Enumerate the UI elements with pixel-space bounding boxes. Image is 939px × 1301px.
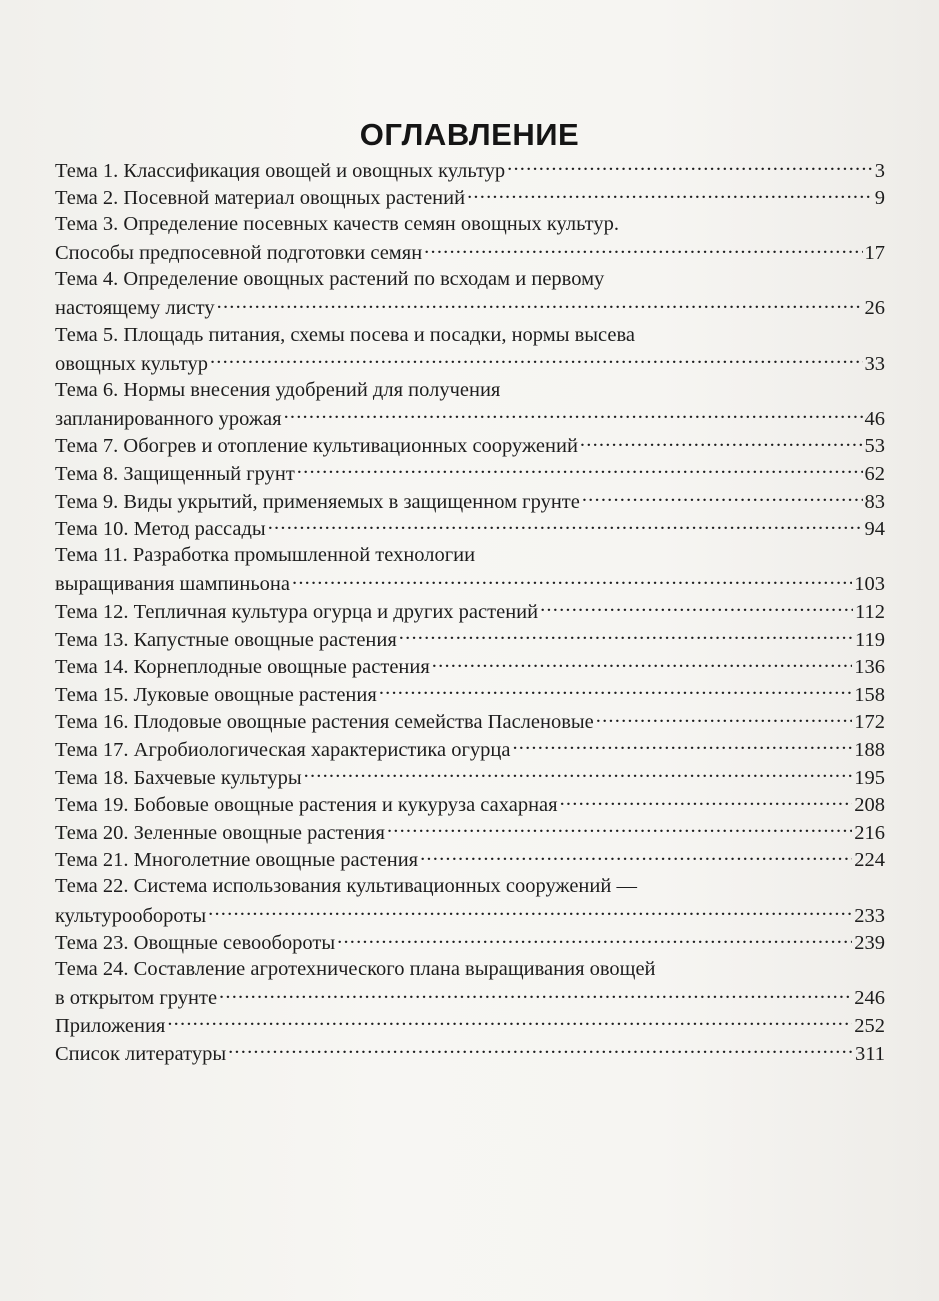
- toc-entry: [55, 211, 885, 266]
- toc-entry-last-line: [55, 156, 885, 184]
- toc-entry-last-line: [55, 763, 885, 791]
- toc-entry: [55, 487, 885, 515]
- toc-entry-line: [55, 542, 885, 570]
- toc-entry-title: Тема 20. Зеленные овощные растения: [55, 821, 385, 844]
- toc-page-number: 83: [864, 490, 885, 513]
- dot-leader: [217, 294, 863, 315]
- toc-page-number: 233: [854, 904, 885, 927]
- toc-entry: [55, 873, 885, 928]
- toc-entry-title: Тема 13. Капустные овощные растения: [55, 628, 397, 651]
- toc-page-number: 17: [864, 242, 885, 265]
- toc-entry-title: овощных культур: [55, 352, 208, 375]
- toc-page-number: 9: [874, 187, 885, 210]
- toc-entry-title: Тема 1. Классификация овощей и овощных культур: [55, 159, 506, 182]
- toc-entry-title: Тема 22. Система использования культивационных сооружений —: [55, 875, 637, 898]
- toc-page-number: 252: [854, 1014, 885, 1037]
- toc-entry: [55, 735, 885, 763]
- toc-entry-last-line: [55, 1039, 885, 1067]
- dot-leader: [379, 680, 852, 701]
- toc-entry: [55, 460, 885, 488]
- toc-page-number: 311: [855, 1042, 885, 1065]
- dot-leader: [596, 708, 852, 729]
- toc-page-number: 46: [864, 407, 885, 430]
- toc-entry-last-line: [55, 653, 885, 681]
- dot-leader: [167, 1011, 852, 1032]
- dot-leader: [399, 625, 853, 646]
- toc-entry-last-line: [55, 404, 885, 432]
- toc-entry: [55, 542, 885, 597]
- dot-leader: [208, 901, 852, 922]
- toc-entry-title: настоящему листу: [55, 297, 215, 320]
- toc-entry-title: Тема 6. Нормы внесения удобрений для получения: [55, 378, 501, 401]
- toc-page-number: 103: [854, 573, 885, 596]
- dot-leader: [304, 763, 853, 784]
- toc-entry-title: Тема 5. Площадь питания, схемы посева и посадки, нормы высева: [55, 323, 636, 346]
- toc-entry-title: Приложения: [55, 1014, 166, 1037]
- toc-entry-last-line: [55, 846, 885, 874]
- dot-leader: [540, 598, 853, 619]
- toc-entry-last-line: [55, 901, 885, 929]
- table-of-contents: [55, 156, 885, 1067]
- toc-entry-last-line: [55, 984, 885, 1012]
- toc-page-number: 195: [854, 766, 885, 789]
- toc-entry-title: Тема 12. Тепличная культура огурца и других растений: [55, 601, 539, 623]
- toc-entry: [55, 598, 885, 626]
- toc-entry-last-line: [55, 625, 885, 653]
- toc-page-number: 172: [854, 711, 885, 734]
- toc-page-number: 188: [854, 738, 885, 761]
- toc-entry-title: Тема 18. Бахчевые культуры: [55, 766, 302, 789]
- toc-entry-title: запланированного урожая: [55, 407, 282, 430]
- toc-entry-last-line: [55, 239, 885, 267]
- dot-leader: [432, 653, 852, 674]
- toc-entry-title: Тема 9. Виды укрытий, применяемых в защищенном грунте: [55, 490, 580, 513]
- toc-entry-last-line: [55, 1011, 885, 1039]
- dot-leader: [219, 984, 852, 1005]
- dot-leader: [580, 432, 863, 453]
- toc-page-number: 3: [874, 159, 885, 182]
- toc-entry-title: Тема 8. Защищенный грунт: [55, 463, 295, 486]
- toc-page-number: 62: [864, 463, 885, 486]
- dot-leader: [582, 487, 863, 508]
- toc-page-number: 158: [854, 683, 885, 706]
- toc-entry-title: Тема 11. Разработка промышленной технологии: [55, 544, 476, 567]
- dot-leader: [387, 818, 852, 839]
- toc-entry-last-line: [55, 680, 885, 708]
- toc-entry-last-line: [55, 432, 885, 460]
- toc-page-number: 26: [864, 297, 885, 320]
- toc-entry: [55, 680, 885, 708]
- toc-page-number: 239: [854, 932, 885, 955]
- toc-entry: [55, 184, 885, 212]
- toc-entry: [55, 763, 885, 791]
- toc-entry-line: [55, 377, 885, 405]
- toc-page-number: 112: [855, 601, 885, 623]
- toc-entry-title: Список литературы: [55, 1042, 227, 1065]
- toc-page-number: 224: [854, 849, 885, 872]
- toc-entry-title: Тема 2. Посевной материал овощных растений: [55, 187, 466, 210]
- toc-entry-last-line: [55, 184, 885, 212]
- toc-entry-title: Тема 3. Определение посевных качеств семян овощных культур.: [55, 213, 619, 236]
- toc-entry-line: [55, 211, 885, 239]
- toc-page-number: 208: [854, 794, 885, 817]
- toc-entry: [55, 653, 885, 681]
- page-title: ОГЛАВЛЕНИЕ: [359, 116, 580, 152]
- dot-leader: [268, 515, 863, 536]
- toc-entry-title: Тема 19. Бобовые овощные растения и кукуруза сахарная: [55, 794, 558, 817]
- toc-entry: [55, 266, 885, 321]
- toc-entry-last-line: [55, 708, 885, 736]
- toc-page-number: 119: [855, 628, 885, 651]
- dot-leader: [467, 184, 873, 205]
- toc-entry: [55, 708, 885, 736]
- dot-leader: [297, 460, 863, 481]
- toc-entry-last-line: [55, 570, 885, 598]
- toc-entry-last-line: [55, 598, 885, 626]
- toc-entry-title: Способы предпосевной подготовки семян: [55, 242, 423, 265]
- dot-leader: [560, 791, 853, 812]
- toc-page-number: 136: [854, 656, 885, 679]
- toc-entry: [55, 1039, 885, 1067]
- toc-entry-title: выращивания шампиньона: [55, 573, 290, 596]
- dot-leader: [424, 239, 862, 260]
- toc-entry-title: Тема 16. Плодовые овощные растения семейства Пасленовые: [55, 711, 594, 734]
- dot-leader: [292, 570, 852, 591]
- toc-entry-title: Тема 10. Метод рассады: [55, 518, 266, 541]
- toc-page-number: 53: [864, 435, 885, 458]
- toc-entry-line: [55, 322, 885, 350]
- toc-entry: [55, 846, 885, 874]
- toc-entry-last-line: [55, 515, 885, 543]
- toc-entry-last-line: [55, 349, 885, 377]
- toc-page-number: 246: [854, 987, 885, 1010]
- toc-page-number: 216: [854, 821, 885, 844]
- toc-entry: [55, 818, 885, 846]
- toc-entry-title: Тема 4. Определение овощных растений по всходам и первому: [55, 268, 605, 291]
- toc-entry-title: Тема 15. Луковые овощные растения: [55, 683, 377, 706]
- toc-entry-line: [55, 266, 885, 294]
- toc-entry-title: Тема 24. Составление агротехнического плана выращивания овощей: [55, 958, 656, 981]
- toc-entry-last-line: [55, 818, 885, 846]
- dot-leader: [284, 404, 863, 425]
- toc-entry-title: Тема 14. Корнеплодные овощные растения: [55, 656, 430, 679]
- toc-entry-title: Тема 17. Агробиологическая характеристика огурца: [55, 738, 511, 761]
- toc-entry-title: культурообороты: [55, 904, 207, 927]
- toc-entry-title: Тема 21. Многолетние овощные растения: [55, 849, 419, 872]
- toc-page-number: 94: [864, 518, 885, 541]
- toc-entry-last-line: [55, 487, 885, 515]
- toc-entry-title: Тема 7. Обогрев и отопление культивационных сооружений: [55, 435, 578, 458]
- toc-entry: [55, 322, 885, 377]
- toc-entry: [55, 377, 885, 432]
- toc-entry-last-line: [55, 791, 885, 819]
- toc-entry-last-line: [55, 460, 885, 488]
- toc-entry: [55, 432, 885, 460]
- dot-leader: [512, 735, 852, 756]
- toc-entry: [55, 1011, 885, 1039]
- dot-leader: [210, 349, 863, 370]
- toc-entry-title: Тема 23. Овощные севообороты: [55, 932, 336, 955]
- toc-entry-last-line: [55, 735, 885, 763]
- toc-entry-title: в открытом грунте: [55, 987, 218, 1010]
- dot-leader: [228, 1039, 853, 1060]
- toc-page-number: 33: [864, 352, 885, 375]
- toc-entry: [55, 156, 885, 184]
- toc-entry-last-line: [55, 929, 885, 957]
- toc-entry: [55, 929, 885, 957]
- toc-entry: [55, 515, 885, 543]
- dot-leader: [507, 156, 873, 177]
- toc-entry-line: [55, 956, 885, 984]
- toc-entry: [55, 625, 885, 653]
- toc-entry: [55, 956, 885, 1011]
- toc-entry-last-line: [55, 294, 885, 322]
- dot-leader: [337, 929, 852, 950]
- dot-leader: [420, 846, 852, 867]
- toc-entry: [55, 791, 885, 819]
- toc-entry-line: [55, 873, 885, 901]
